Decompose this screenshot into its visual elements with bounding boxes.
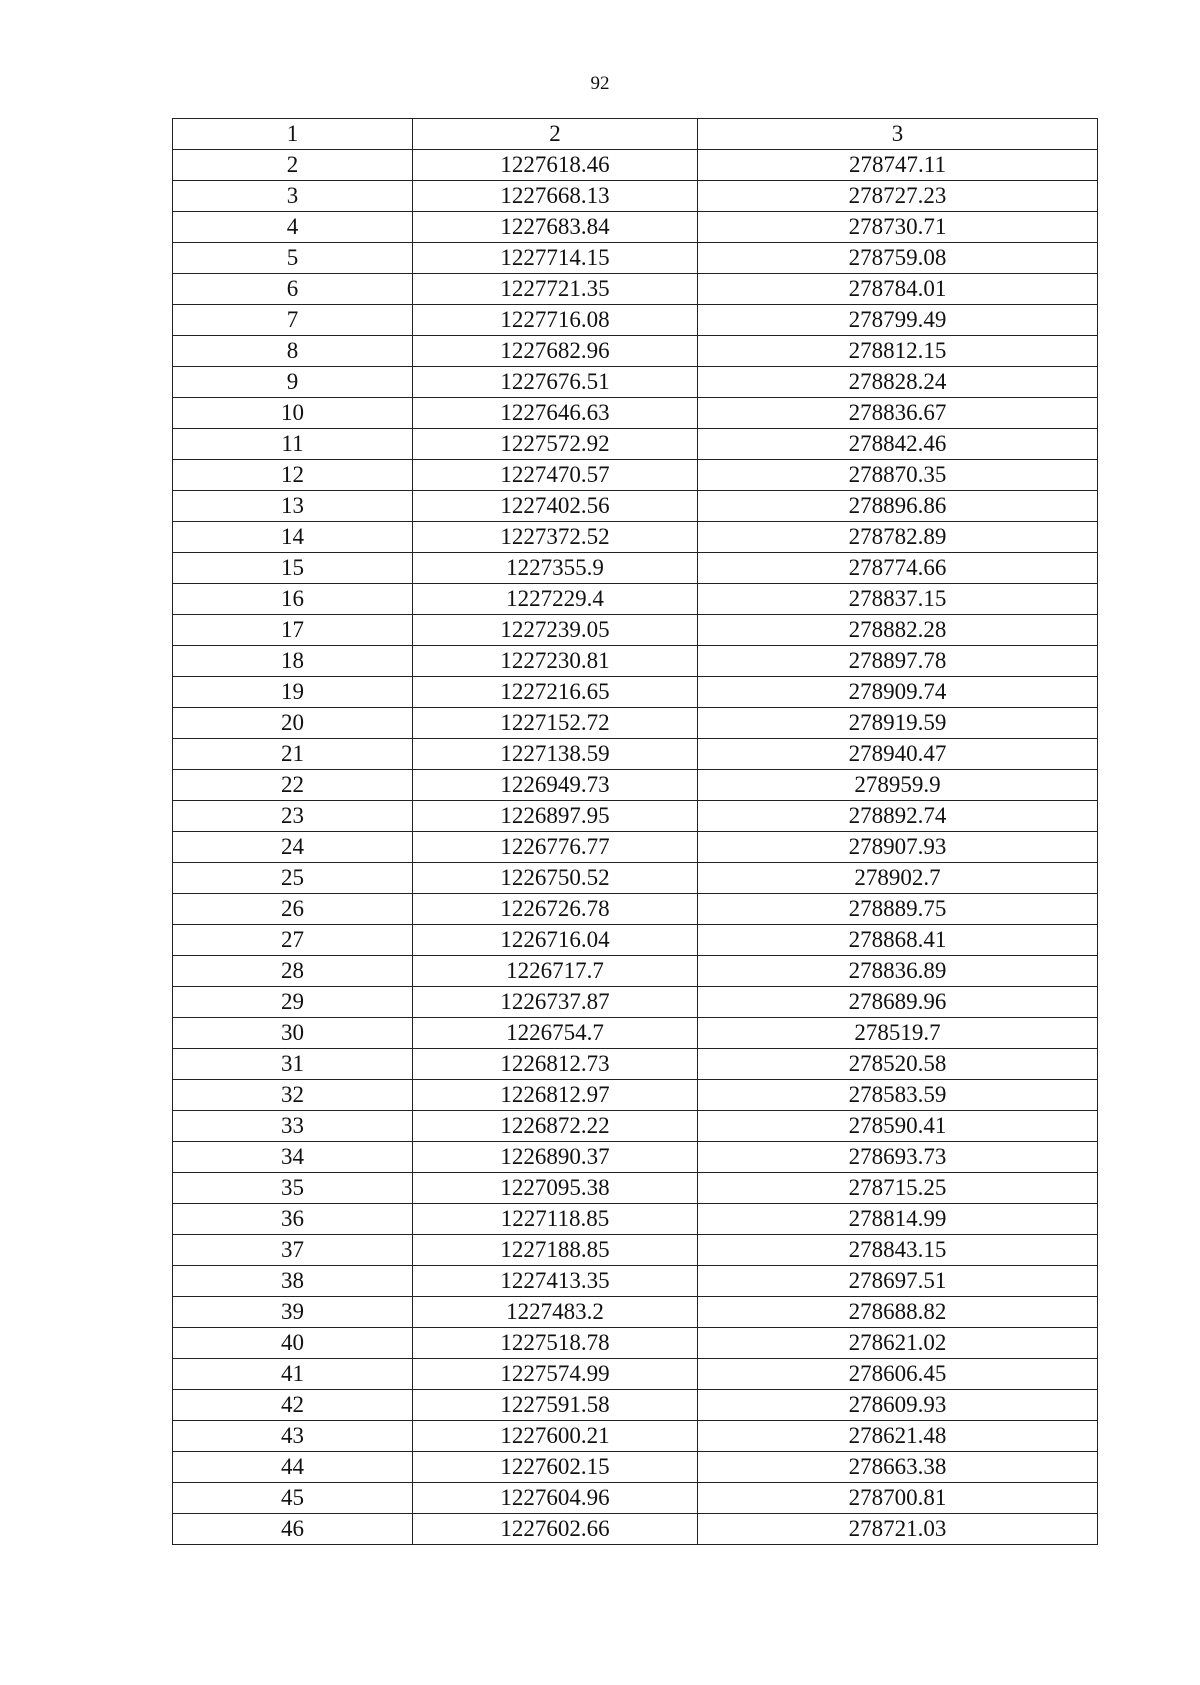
point-number-cell: 9 [173, 367, 413, 398]
point-number-cell: 19 [173, 677, 413, 708]
table-row [173, 863, 1098, 894]
y-coordinate-cell: 278621.48 [698, 1421, 1098, 1452]
point-number-cell: 29 [173, 987, 413, 1018]
point-number-cell: 42 [173, 1390, 413, 1421]
table-row [173, 1452, 1098, 1483]
point-number-cell: 25 [173, 863, 413, 894]
table-row [173, 1204, 1098, 1235]
table-row [173, 1359, 1098, 1390]
point-number-cell: 35 [173, 1173, 413, 1204]
table-row [173, 1142, 1098, 1173]
y-coordinate-cell: 278799.49 [698, 305, 1098, 336]
x-coordinate-cell: 1227714.15 [413, 243, 698, 274]
table-row [173, 956, 1098, 987]
point-number-cell: 10 [173, 398, 413, 429]
point-number-cell: 30 [173, 1018, 413, 1049]
point-number-cell: 6 [173, 274, 413, 305]
point-number-cell: 18 [173, 646, 413, 677]
x-coordinate-cell: 1227668.13 [413, 181, 698, 212]
table-row [173, 1421, 1098, 1452]
table-row [173, 1018, 1098, 1049]
x-coordinate-cell: 1227188.85 [413, 1235, 698, 1266]
point-number-cell: 15 [173, 553, 413, 584]
y-coordinate-cell: 278782.89 [698, 522, 1098, 553]
y-coordinate-cell: 278715.25 [698, 1173, 1098, 1204]
point-number-cell: 21 [173, 739, 413, 770]
y-coordinate-cell: 278959.9 [698, 770, 1098, 801]
y-coordinate-cell: 278897.78 [698, 646, 1098, 677]
table-row [173, 181, 1098, 212]
x-coordinate-cell: 1227239.05 [413, 615, 698, 646]
table-row [173, 305, 1098, 336]
table-row [173, 398, 1098, 429]
x-coordinate-cell: 1226890.37 [413, 1142, 698, 1173]
x-coordinate-cell: 1227152.72 [413, 708, 698, 739]
point-number-cell: 3 [173, 181, 413, 212]
point-number-cell: 45 [173, 1483, 413, 1514]
column-header: 1 [173, 119, 413, 150]
point-number-cell: 26 [173, 894, 413, 925]
table-row [173, 212, 1098, 243]
point-number-cell: 37 [173, 1235, 413, 1266]
table-body [173, 150, 1098, 1545]
x-coordinate-cell: 1226812.97 [413, 1080, 698, 1111]
y-coordinate-cell: 278882.28 [698, 615, 1098, 646]
point-number-cell: 36 [173, 1204, 413, 1235]
x-coordinate-cell: 1227572.92 [413, 429, 698, 460]
point-number-cell: 40 [173, 1328, 413, 1359]
x-coordinate-cell: 1226716.04 [413, 925, 698, 956]
table-row [173, 1173, 1098, 1204]
x-coordinate-cell: 1227095.38 [413, 1173, 698, 1204]
x-coordinate-cell: 1227618.46 [413, 150, 698, 181]
point-number-cell: 31 [173, 1049, 413, 1080]
y-coordinate-cell: 278907.93 [698, 832, 1098, 863]
table-header-row [173, 119, 1098, 150]
y-coordinate-cell: 278902.7 [698, 863, 1098, 894]
table-row [173, 1328, 1098, 1359]
y-coordinate-cell: 278689.96 [698, 987, 1098, 1018]
y-coordinate-cell: 278919.59 [698, 708, 1098, 739]
x-coordinate-cell: 1227574.99 [413, 1359, 698, 1390]
point-number-cell: 22 [173, 770, 413, 801]
table-row [173, 832, 1098, 863]
y-coordinate-cell: 278590.41 [698, 1111, 1098, 1142]
table-row [173, 274, 1098, 305]
x-coordinate-cell: 1227518.78 [413, 1328, 698, 1359]
table-row [173, 987, 1098, 1018]
x-coordinate-cell: 1227676.51 [413, 367, 698, 398]
table-row [173, 1080, 1098, 1111]
x-coordinate-cell: 1227230.81 [413, 646, 698, 677]
y-coordinate-cell: 278520.58 [698, 1049, 1098, 1080]
y-coordinate-cell: 278828.24 [698, 367, 1098, 398]
x-coordinate-cell: 1227604.96 [413, 1483, 698, 1514]
table-row [173, 1049, 1098, 1080]
point-number-cell: 34 [173, 1142, 413, 1173]
y-coordinate-cell: 278609.93 [698, 1390, 1098, 1421]
table-row [173, 460, 1098, 491]
point-number-cell: 16 [173, 584, 413, 615]
point-number-cell: 38 [173, 1266, 413, 1297]
y-coordinate-cell: 278896.86 [698, 491, 1098, 522]
y-coordinate-cell: 278727.23 [698, 181, 1098, 212]
x-coordinate-cell: 1226737.87 [413, 987, 698, 1018]
y-coordinate-cell: 278814.99 [698, 1204, 1098, 1235]
y-coordinate-cell: 278836.67 [698, 398, 1098, 429]
point-number-cell: 4 [173, 212, 413, 243]
table-row [173, 1514, 1098, 1545]
x-coordinate-cell: 1227683.84 [413, 212, 698, 243]
point-number-cell: 11 [173, 429, 413, 460]
table-row [173, 553, 1098, 584]
point-number-cell: 32 [173, 1080, 413, 1111]
x-coordinate-cell: 1226897.95 [413, 801, 698, 832]
x-coordinate-cell: 1227118.85 [413, 1204, 698, 1235]
y-coordinate-cell: 278836.89 [698, 956, 1098, 987]
x-coordinate-cell: 1226726.78 [413, 894, 698, 925]
x-coordinate-cell: 1227470.57 [413, 460, 698, 491]
table-row [173, 522, 1098, 553]
x-coordinate-cell: 1227402.56 [413, 491, 698, 522]
y-coordinate-cell: 278870.35 [698, 460, 1098, 491]
x-coordinate-cell: 1226776.77 [413, 832, 698, 863]
table-row [173, 336, 1098, 367]
y-coordinate-cell: 278663.38 [698, 1452, 1098, 1483]
y-coordinate-cell: 278621.02 [698, 1328, 1098, 1359]
table-row [173, 801, 1098, 832]
y-coordinate-cell: 278892.74 [698, 801, 1098, 832]
column-header: 3 [698, 119, 1098, 150]
point-number-cell: 41 [173, 1359, 413, 1390]
point-number-cell: 7 [173, 305, 413, 336]
x-coordinate-cell: 1227602.66 [413, 1514, 698, 1545]
table-row [173, 1111, 1098, 1142]
x-coordinate-cell: 1227682.96 [413, 336, 698, 367]
point-number-cell: 44 [173, 1452, 413, 1483]
point-number-cell: 14 [173, 522, 413, 553]
table-row [173, 367, 1098, 398]
point-number-cell: 46 [173, 1514, 413, 1545]
table-row [173, 150, 1098, 181]
x-coordinate-cell: 1227716.08 [413, 305, 698, 336]
coordinates-table [172, 118, 1098, 1545]
x-coordinate-cell: 1227646.63 [413, 398, 698, 429]
point-number-cell: 23 [173, 801, 413, 832]
table-row [173, 708, 1098, 739]
y-coordinate-cell: 278721.03 [698, 1514, 1098, 1545]
x-coordinate-cell: 1227602.15 [413, 1452, 698, 1483]
table-row [173, 1266, 1098, 1297]
y-coordinate-cell: 278868.41 [698, 925, 1098, 956]
table-row [173, 1483, 1098, 1514]
point-number-cell: 17 [173, 615, 413, 646]
point-number-cell: 27 [173, 925, 413, 956]
point-number-cell: 20 [173, 708, 413, 739]
y-coordinate-cell: 278940.47 [698, 739, 1098, 770]
y-coordinate-cell: 278759.08 [698, 243, 1098, 274]
table-row [173, 1235, 1098, 1266]
table-row [173, 491, 1098, 522]
x-coordinate-cell: 1226717.7 [413, 956, 698, 987]
x-coordinate-cell: 1227355.9 [413, 553, 698, 584]
x-coordinate-cell: 1226812.73 [413, 1049, 698, 1080]
y-coordinate-cell: 278606.45 [698, 1359, 1098, 1390]
table-row [173, 677, 1098, 708]
x-coordinate-cell: 1227229.4 [413, 584, 698, 615]
table-row [173, 1297, 1098, 1328]
y-coordinate-cell: 278693.73 [698, 1142, 1098, 1173]
point-number-cell: 5 [173, 243, 413, 274]
x-coordinate-cell: 1226872.22 [413, 1111, 698, 1142]
x-coordinate-cell: 1227591.58 [413, 1390, 698, 1421]
table-row [173, 739, 1098, 770]
y-coordinate-cell: 278519.7 [698, 1018, 1098, 1049]
y-coordinate-cell: 278812.15 [698, 336, 1098, 367]
y-coordinate-cell: 278700.81 [698, 1483, 1098, 1514]
y-coordinate-cell: 278784.01 [698, 274, 1098, 305]
point-number-cell: 43 [173, 1421, 413, 1452]
table-row [173, 584, 1098, 615]
point-number-cell: 39 [173, 1297, 413, 1328]
y-coordinate-cell: 278843.15 [698, 1235, 1098, 1266]
table-row [173, 770, 1098, 801]
table-row [173, 925, 1098, 956]
point-number-cell: 33 [173, 1111, 413, 1142]
point-number-cell: 24 [173, 832, 413, 863]
point-number-cell: 8 [173, 336, 413, 367]
y-coordinate-cell: 278774.66 [698, 553, 1098, 584]
column-header: 2 [413, 119, 698, 150]
y-coordinate-cell: 278909.74 [698, 677, 1098, 708]
x-coordinate-cell: 1227721.35 [413, 274, 698, 305]
point-number-cell: 12 [173, 460, 413, 491]
x-coordinate-cell: 1227600.21 [413, 1421, 698, 1452]
point-number-cell: 28 [173, 956, 413, 987]
x-coordinate-cell: 1226754.7 [413, 1018, 698, 1049]
table-row [173, 243, 1098, 274]
y-coordinate-cell: 278889.75 [698, 894, 1098, 925]
x-coordinate-cell: 1227483.2 [413, 1297, 698, 1328]
y-coordinate-cell: 278842.46 [698, 429, 1098, 460]
x-coordinate-cell: 1226750.52 [413, 863, 698, 894]
x-coordinate-cell: 1227138.59 [413, 739, 698, 770]
y-coordinate-cell: 278837.15 [698, 584, 1098, 615]
y-coordinate-cell: 278747.11 [698, 150, 1098, 181]
point-number-cell: 13 [173, 491, 413, 522]
y-coordinate-cell: 278583.59 [698, 1080, 1098, 1111]
page-number: 92 [590, 73, 610, 94]
table-row [173, 646, 1098, 677]
table-row [173, 1390, 1098, 1421]
x-coordinate-cell: 1226949.73 [413, 770, 698, 801]
x-coordinate-cell: 1227372.52 [413, 522, 698, 553]
table-row [173, 894, 1098, 925]
x-coordinate-cell: 1227413.35 [413, 1266, 698, 1297]
y-coordinate-cell: 278730.71 [698, 212, 1098, 243]
table-row [173, 429, 1098, 460]
x-coordinate-cell: 1227216.65 [413, 677, 698, 708]
y-coordinate-cell: 278688.82 [698, 1297, 1098, 1328]
table-row [173, 615, 1098, 646]
y-coordinate-cell: 278697.51 [698, 1266, 1098, 1297]
point-number-cell: 2 [173, 150, 413, 181]
